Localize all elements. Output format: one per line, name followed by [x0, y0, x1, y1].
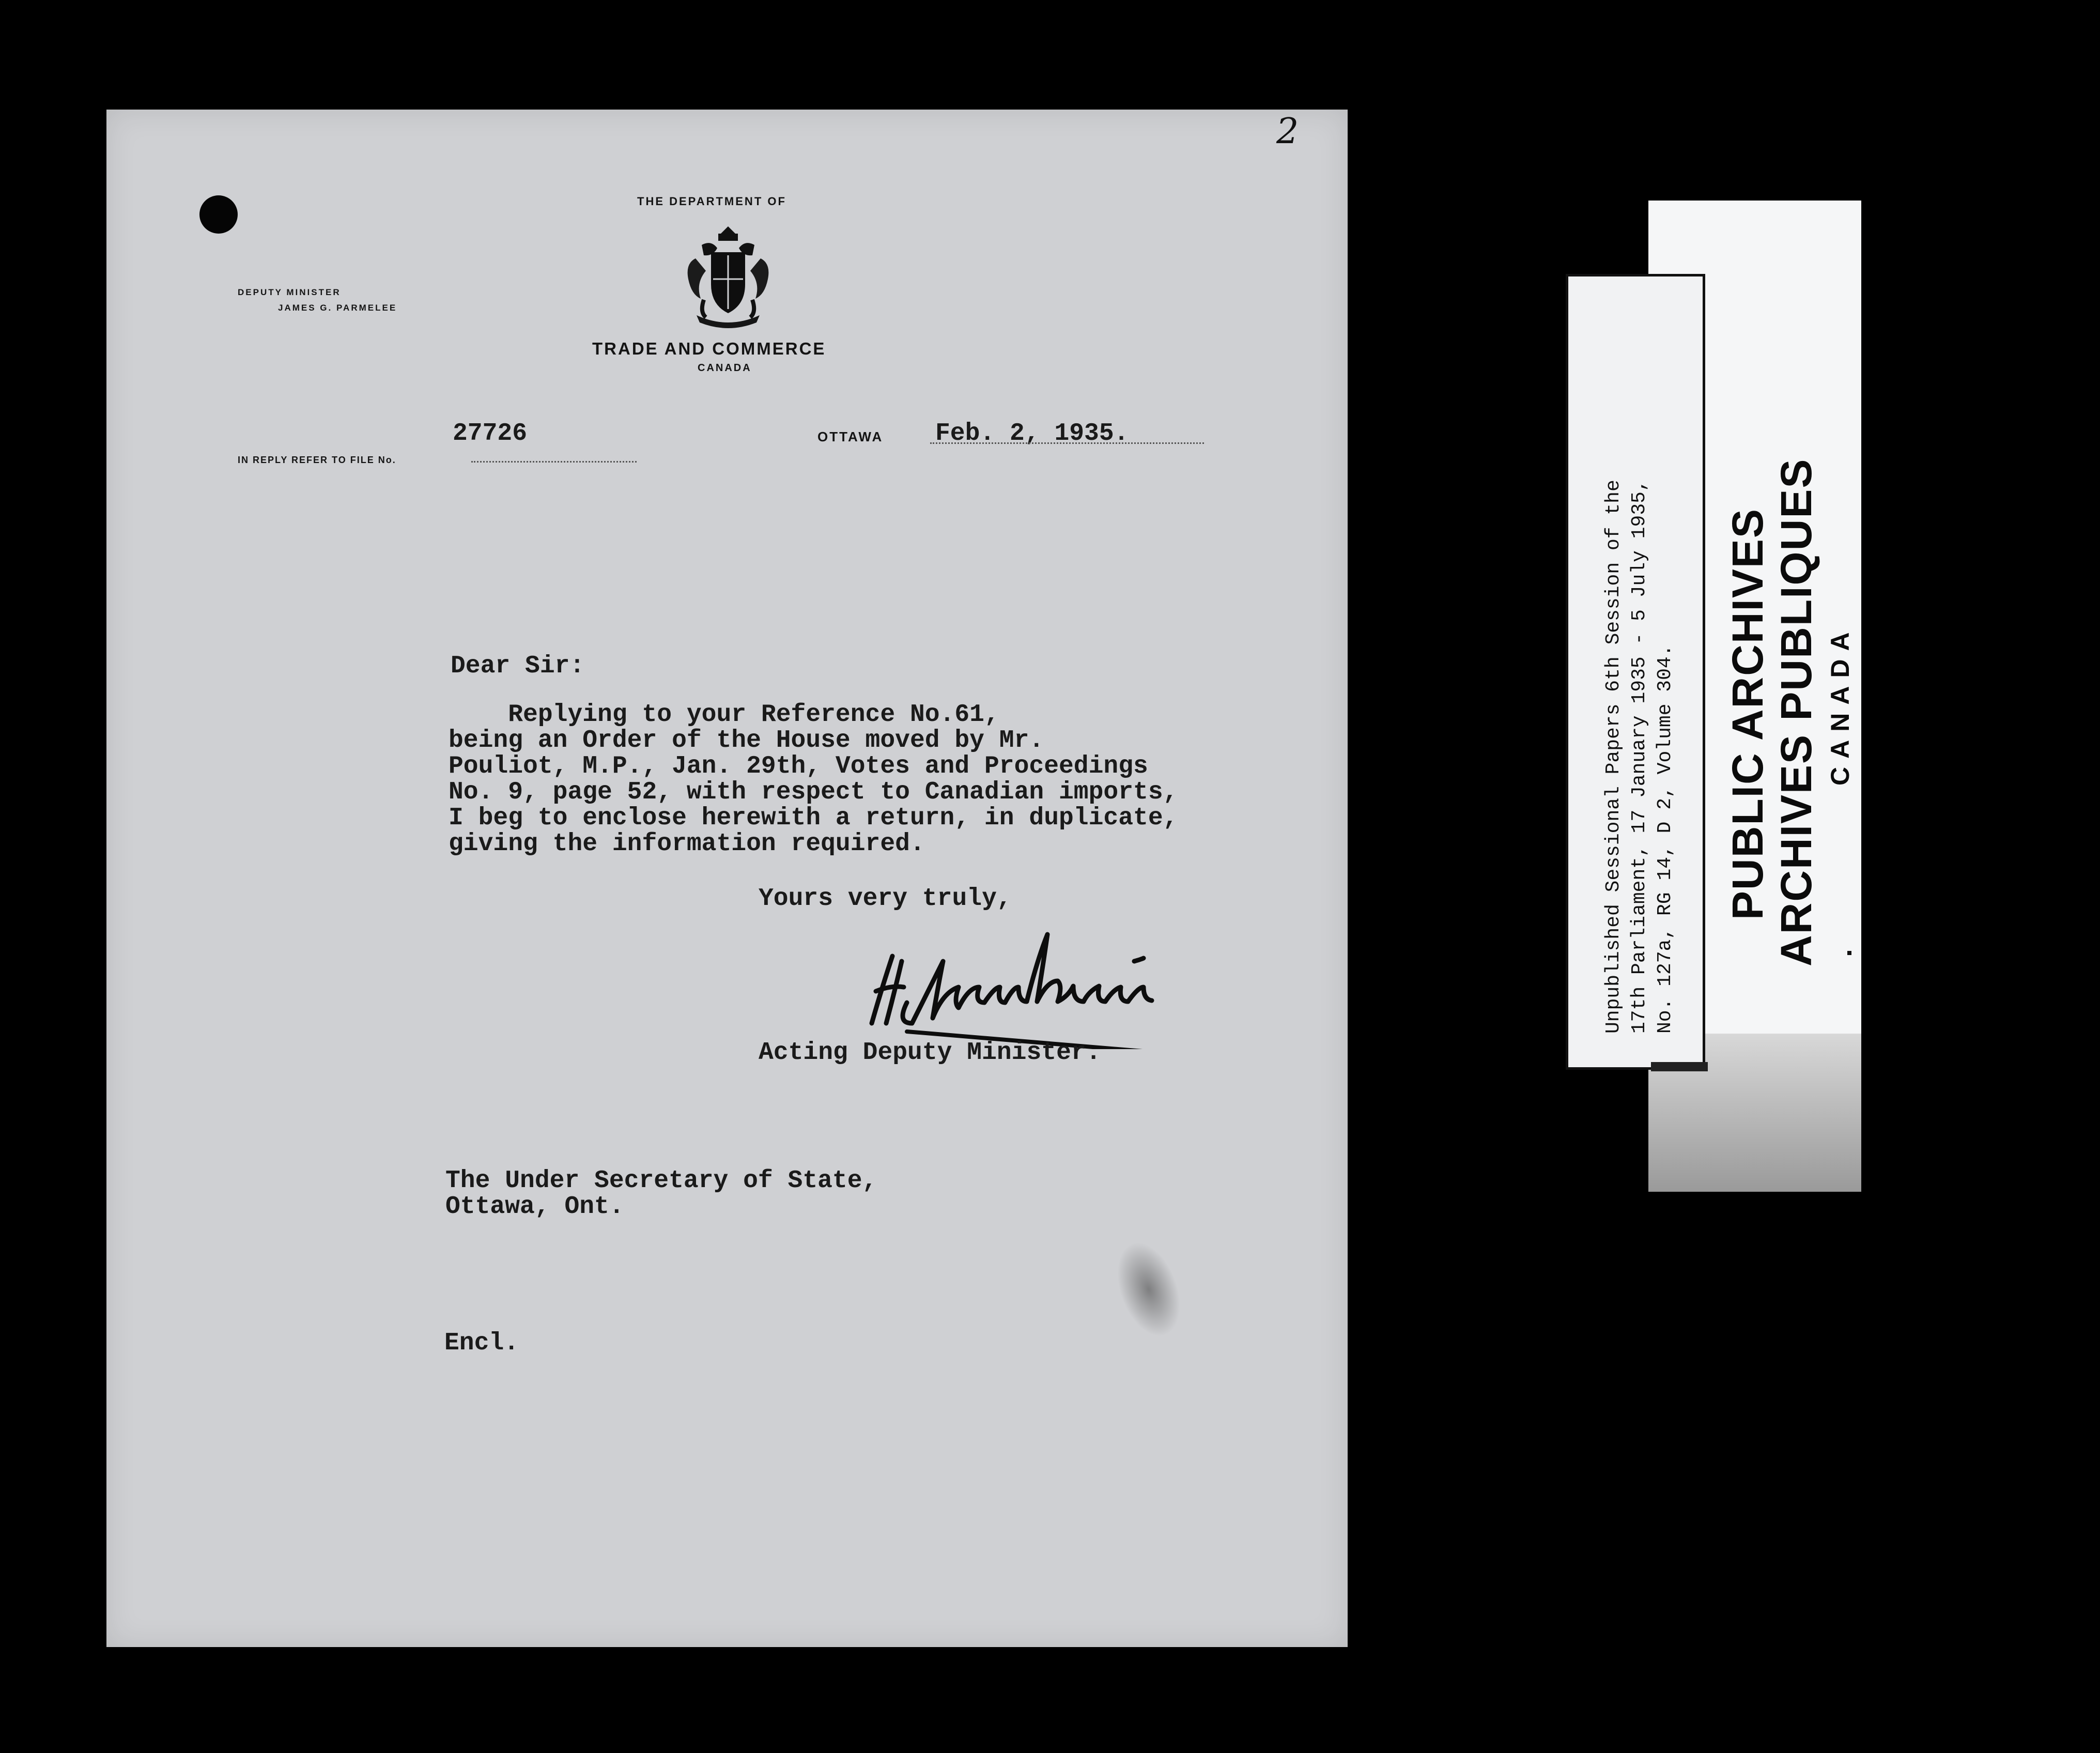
body-line: No. 9, page 52, with respect to Canadian imports, — [449, 778, 1178, 806]
royal-coat-of-arms-icon — [681, 222, 775, 336]
letter-body — [449, 701, 1178, 856]
archive-name-french: ARCHIVES PUBLIQUES — [1772, 458, 1820, 966]
department-name: TRADE AND COMMERCE — [592, 339, 826, 358]
body-line: I beg to enclose herewith a return, in duplicate, — [449, 804, 1178, 832]
body-line: giving the information required. — [449, 830, 925, 858]
slip-mark — [1847, 951, 1851, 955]
deputy-minister-name: JAMES G. PARMELEE — [278, 303, 397, 313]
department-prefix: THE DEPARTMENT OF — [637, 195, 786, 208]
place-label: OTTAWA — [817, 429, 884, 444]
file-number: 27726 — [453, 420, 528, 448]
salutation: Dear Sir: — [451, 652, 585, 680]
citation-line: 17th Parliament, 17 January 1935 - 5 July 1935, — [1628, 480, 1650, 1034]
body-line: Replying to your Reference No.61, — [449, 701, 999, 729]
body-line: being an Order of the House moved by Mr. — [449, 727, 1044, 755]
recipient-line: The Under Secretary of State, — [445, 1167, 877, 1195]
citation-line: Unpublished Sessional Papers 6th Session of the — [1602, 480, 1625, 1034]
citation-line: No. 127a, RG 14, D 2, Volume 304. — [1654, 644, 1676, 1034]
date-dotted-line — [930, 442, 1204, 444]
file-number-dotted-line — [471, 461, 637, 463]
archive-name-english: PUBLIC ARCHIVES — [1723, 508, 1772, 920]
recipient-address — [445, 1167, 877, 1219]
complimentary-close: Yours very truly, — [759, 885, 1012, 913]
enclosure-note: Encl. — [444, 1329, 519, 1357]
deputy-minister-title: DEPUTY MINISTER — [238, 287, 341, 297]
slip-shadow — [1651, 1062, 1708, 1071]
archive-citation — [1601, 480, 1678, 1034]
recipient-line: Ottawa, Ont. — [445, 1193, 624, 1221]
department-country: CANADA — [698, 362, 752, 374]
page-number: 2 — [1276, 111, 1299, 152]
handwritten-signature — [866, 925, 1238, 1049]
letter-date: Feb. 2, 1935. — [935, 420, 1129, 448]
punch-hole — [199, 195, 238, 234]
file-reference-label: IN REPLY REFER TO FILE No. — [238, 455, 396, 465]
archive-country: CANADA — [1826, 624, 1855, 786]
signer-title: Acting Deputy Minister. — [759, 1039, 1101, 1067]
body-line: Pouliot, M.P., Jan. 29th, Votes and Proceedings — [449, 752, 1148, 780]
